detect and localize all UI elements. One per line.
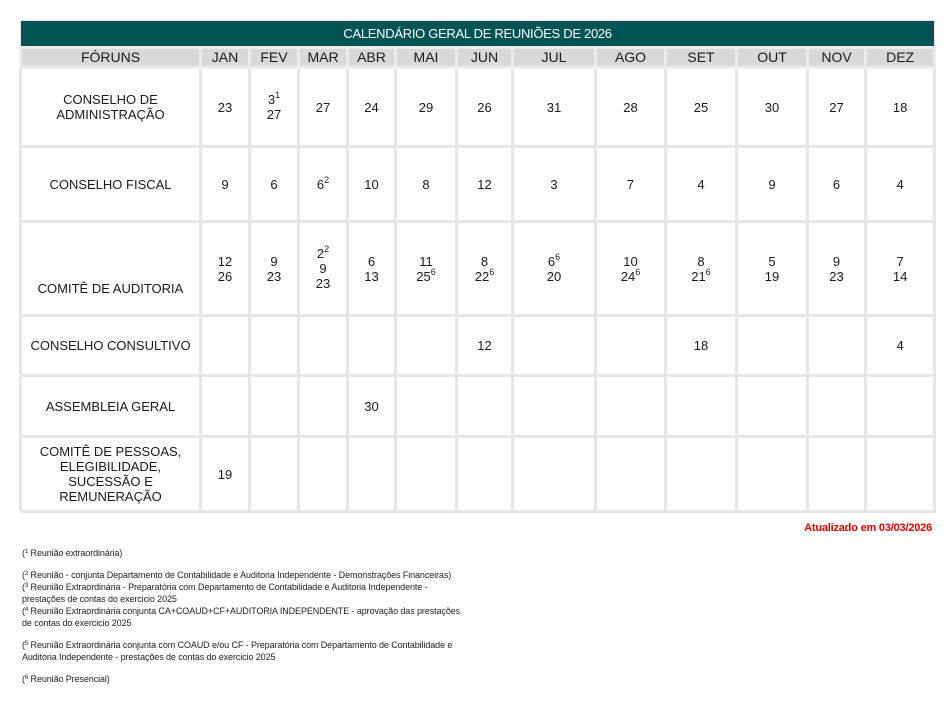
meeting-day [458,177,511,192]
forum-name-line: ASSEMBLEIA GERAL [45,398,176,414]
footnote-text: Reunião extraordinária) [28,548,123,558]
day-number: 30 [764,99,780,115]
meeting-day [458,266,511,284]
meeting-day [202,254,248,269]
forum-name-line: CONSELHO CONSULTIVO [30,338,191,353]
day-number: 21 [691,268,706,284]
footnote-paren: ( [22,640,25,650]
forum-name [21,316,201,376]
day-number: 10 [623,253,638,269]
footnote-marker: 6 [430,266,436,277]
meeting-cell-mai [396,222,457,316]
month-header-nov: NOV [808,48,866,68]
footnote-paren: ( [22,582,25,592]
day-number: 6 [367,253,376,269]
meeting-day [514,269,594,284]
meeting-day [667,254,735,269]
meeting-cell-jul [513,437,596,512]
day-number: 23 [266,268,282,284]
day-number: 9 [270,253,278,269]
meeting-cell-jul [513,316,596,376]
footnote-marker: 6 [555,251,561,262]
meeting-cell-mar [299,222,348,316]
footnote-paren: ( [22,606,25,616]
day-number: 19 [217,466,233,482]
footnote-text: Reunião Extraordinária - Preparatória com Departamento de Contabilidade e Auditoria Independente - prestações de contas do exercicio 2025 [22,582,428,604]
meeting-cell-abr [348,376,396,437]
day-number: 10 [364,176,379,192]
forum-name [21,147,201,222]
header-row [21,48,935,68]
day-number: 27 [315,99,331,115]
meeting-cell-fev [250,222,299,316]
meeting-cell-out [737,316,808,376]
meeting-day [667,100,735,115]
meeting-cell-jul [513,68,596,147]
meeting-cell-set [666,147,737,222]
day-number: 9 [221,176,229,192]
meeting-day [202,100,248,115]
day-number: 22 [474,268,490,284]
month-header-fev: FEV [250,48,299,68]
meeting-day [458,254,511,269]
meeting-day [597,254,664,269]
day-number: 3 [267,92,276,107]
meeting-cell-mar [299,68,348,147]
footnote-marker: 2 [324,244,330,254]
day-number: 4 [697,176,705,192]
footnote-text: Reunião Extraordinária conjunta com COAUD e/ou CF - Preparatória com Departamento de Contabilidade e Auditoria Independente - prestações de contas do exercicio 2025 [22,640,453,662]
meeting-day [251,269,297,284]
meeting-cell-mai [396,437,457,512]
meeting-cell-out [737,437,808,512]
table-row [21,376,935,437]
meeting-cell-fev [250,316,299,376]
meeting-cell-jun [457,147,513,222]
meeting-day [597,177,664,192]
meeting-cell-out [737,68,808,147]
meeting-day [867,254,933,269]
meeting-cell-fev [250,376,299,437]
meeting-cell-out [737,376,808,437]
meetings-calendar-table [19,20,936,513]
meeting-day [867,100,933,115]
day-number: 20 [546,268,562,284]
day-number: 6 [832,176,841,192]
day-number: 2 [316,246,325,261]
meeting-day [809,254,864,269]
meeting-cell-abr [348,68,396,147]
forum-name-line: ADMINISTRAÇÃO [56,107,165,122]
meeting-cell-set [666,376,737,437]
day-number: 18 [892,99,908,115]
forum-name-line: ELEGIBILIDADE, [59,459,162,474]
day-number: 9 [768,176,776,192]
meeting-day [202,467,248,482]
month-header-mai: MAI [396,48,457,68]
footnote-text: Reunião - conjunta Departamento de Contabilidade e Auditoria Independente - Demonstrações Financeiras) [28,570,452,580]
day-number: 25 [693,99,709,115]
month-header-ago: AGO [596,48,666,68]
meeting-cell-mai [396,316,457,376]
day-number: 28 [623,99,638,115]
meeting-day [300,246,346,261]
meeting-day [514,251,594,269]
meeting-cell-mai [396,68,457,147]
meeting-cell-jun [457,68,513,147]
day-number: 4 [896,176,904,192]
forum-name [21,222,201,316]
meeting-cell-jul [513,376,596,437]
footnote-item [22,581,462,605]
footnote-text: Reunião Extraordinária conjunta CA+COAUD+CF+AUDITORIA INDEPENDENTE - aprovação das prestações de contas do exercicio 2025 [22,606,461,628]
day-number: 13 [364,268,379,284]
day-number: 6 [316,176,325,192]
day-number: 12 [217,253,233,269]
meeting-day [667,266,735,284]
meeting-day [251,107,297,122]
forum-name [21,68,201,147]
footnote-number: 3 [24,583,29,589]
meeting-cell-jan [201,68,250,147]
meeting-day [251,254,297,269]
meeting-day [397,266,455,284]
meeting-day [251,177,297,192]
meeting-cell-ago [596,68,666,147]
meeting-day [202,269,248,284]
meeting-cell-set [666,316,737,376]
meeting-day [867,269,933,284]
day-number: 5 [768,253,776,269]
footnote-item [22,547,462,559]
meeting-day [397,100,455,115]
meeting-day [202,177,248,192]
meeting-cell-dez [866,68,935,147]
meeting-cell-jul [513,147,596,222]
meeting-day [349,399,394,414]
meeting-cell-dez [866,222,935,316]
meeting-day [300,100,346,115]
meeting-day [738,254,806,269]
meeting-cell-jul [513,222,596,316]
day-number: 7 [626,176,635,192]
month-header-set: SET [666,48,737,68]
meeting-cell-abr [348,222,396,316]
day-number: 19 [764,268,780,284]
footnote-marker: 6 [705,266,711,277]
footnote-marker: 6 [489,266,495,277]
forum-name-line: CONSELHO FISCAL [49,176,172,192]
meeting-cell-dez [866,147,935,222]
meeting-cell-jan [201,437,250,512]
meeting-cell-abr [348,437,396,512]
updated-date-label: Atualizado em 03/03/2026 [804,522,932,534]
meeting-cell-fev [250,437,299,512]
meeting-cell-ago [596,316,666,376]
forum-name-line: COMITÊ DE AUDITORIA [37,281,184,296]
meeting-cell-dez [866,316,935,376]
day-number: 12 [477,176,492,192]
day-number: 24 [364,99,379,115]
day-number: 14 [892,268,908,284]
meeting-day [867,177,933,192]
forum-name [21,376,201,437]
footnote-paren: ( [22,548,25,558]
footnote-paren: ( [22,570,25,580]
meeting-day [667,177,735,192]
meeting-day [349,100,394,115]
meeting-cell-mai [396,147,457,222]
meeting-day [458,100,511,115]
meeting-cell-nov [808,437,866,512]
meeting-cell-jun [457,316,513,376]
meeting-cell-jan [201,376,250,437]
day-number: 9 [832,253,841,269]
day-number: 23 [315,276,331,291]
footnote-marker: 2 [324,174,330,185]
table-row [21,437,935,512]
footnote-item [22,569,462,581]
footnote-number: 2 [24,571,29,577]
meeting-day [397,177,455,192]
meeting-day [738,100,806,115]
meeting-day [867,338,933,353]
footnotes [22,547,462,685]
meeting-cell-set [666,68,737,147]
meeting-day [738,177,806,192]
meeting-cell-mar [299,147,348,222]
meeting-cell-mai [396,376,457,437]
meeting-day [514,177,594,192]
meeting-cell-ago [596,437,666,512]
day-number: 25 [416,268,431,284]
meeting-day [300,276,346,291]
month-header-dez: DEZ [866,48,935,68]
meeting-cell-abr [348,147,396,222]
month-header-abr: ABR [348,48,396,68]
footnote-number: 1 [24,549,29,555]
meeting-cell-mar [299,316,348,376]
day-number: 27 [266,107,282,122]
meeting-cell-jun [457,437,513,512]
meeting-cell-mar [299,376,348,437]
day-number: 30 [364,398,379,414]
forum-column-header: FÓRUNS [21,48,201,68]
meeting-day [597,266,664,284]
meeting-day [397,254,455,269]
footnote-item [22,605,462,629]
meeting-day [597,100,664,115]
meeting-cell-nov [808,222,866,316]
meeting-cell-out [737,147,808,222]
meeting-day [349,269,394,284]
day-number: 24 [620,268,636,284]
day-number: 12 [477,338,492,353]
meeting-day [809,100,864,115]
meeting-cell-nov [808,316,866,376]
meeting-day [458,338,511,353]
meeting-cell-jan [201,147,250,222]
forum-name-line: SUCESSÃO E REMUNERAÇÃO [59,474,162,504]
calendar-title: CALENDÁRIO GERAL DE REUNIÕES DE 2026 [21,21,935,48]
footnote-item [22,673,462,685]
month-header-out: OUT [737,48,808,68]
day-number: 23 [829,268,844,284]
forum-name [21,437,201,512]
day-number: 23 [217,99,233,115]
table-row [21,222,935,316]
footnote-marker: 6 [635,266,641,277]
month-header-jan: JAN [201,48,250,68]
meeting-cell-ago [596,376,666,437]
meeting-cell-set [666,222,737,316]
meeting-cell-jun [457,376,513,437]
meeting-day [514,100,594,115]
meeting-cell-jan [201,316,250,376]
forum-name-line: COMITÊ DE PESSOAS, [39,444,182,459]
meeting-cell-fev [250,147,299,222]
day-number: 31 [546,99,562,115]
footnote-number: 4 [24,607,29,613]
day-number: 7 [896,253,904,269]
calendar-body [21,68,935,512]
footnote-item [22,639,462,663]
meeting-cell-ago [596,147,666,222]
day-number: 6 [547,253,556,269]
day-number: 26 [477,99,492,115]
meeting-day [300,261,346,276]
meeting-cell-abr [348,316,396,376]
meeting-day [349,254,394,269]
day-number: 11 [419,253,433,269]
meeting-cell-set [666,437,737,512]
meeting-cell-nov [808,147,866,222]
table-row [21,147,935,222]
footnote-paren: ( [22,674,25,684]
meeting-day [349,177,394,192]
forum-name-line: CONSELHO DE [63,92,158,107]
table-row [21,316,935,376]
day-number: 9 [319,261,327,276]
month-header-jun: JUN [457,48,513,68]
meeting-day [667,338,735,353]
footnote-text: Reunião Presencial) [28,674,110,684]
day-number: 26 [217,268,233,284]
meeting-day [738,269,806,284]
meeting-cell-jan [201,222,250,316]
meeting-day [809,177,864,192]
meeting-cell-nov [808,376,866,437]
day-number: 27 [829,99,844,115]
day-number: 8 [422,176,430,192]
month-header-mar: MAR [299,48,348,68]
month-header-jul: JUL [513,48,596,68]
footnote-number: 5 [24,641,29,647]
day-number: 3 [550,176,558,192]
day-number: 18 [693,338,709,353]
meeting-cell-nov [808,68,866,147]
meeting-cell-jun [457,222,513,316]
day-number: 29 [418,99,434,115]
day-number: 8 [697,253,705,269]
footnote-number: 6 [24,675,29,681]
day-number: 8 [480,253,489,269]
meeting-day [300,174,346,192]
meeting-cell-ago [596,222,666,316]
meeting-cell-mar [299,437,348,512]
day-number: 6 [270,176,278,192]
meeting-cell-dez [866,376,935,437]
meeting-day [251,92,297,107]
day-number: 4 [896,338,904,353]
meeting-cell-dez [866,437,935,512]
meeting-cell-out [737,222,808,316]
meeting-day [809,269,864,284]
meeting-cell-fev [250,68,299,147]
table-row [21,68,935,147]
footnote-marker: 1 [275,90,281,100]
